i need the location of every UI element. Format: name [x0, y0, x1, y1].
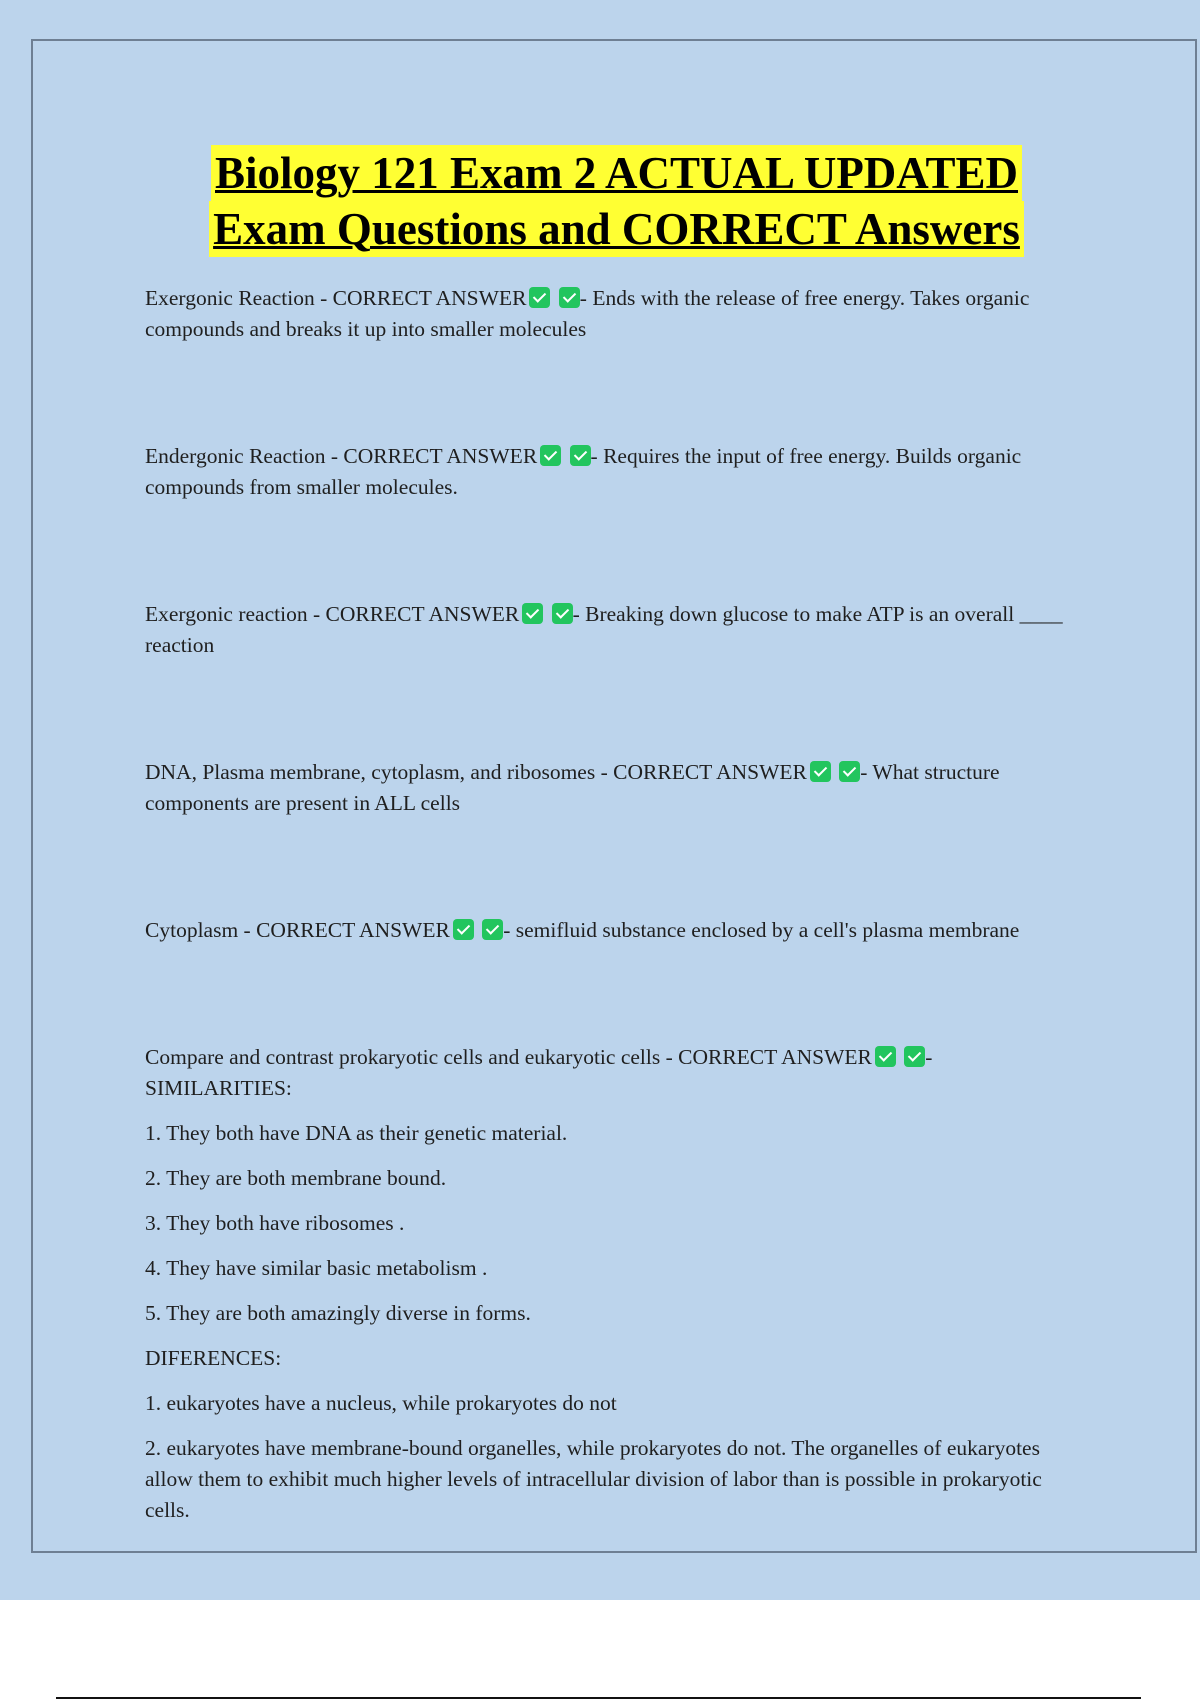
- qa-term: Exergonic reaction -: [145, 602, 326, 626]
- check-icon: [839, 761, 860, 782]
- answer-marker: CORRECT ANSWER: [332, 286, 527, 310]
- check-icon: [875, 1046, 896, 1067]
- document-title: [0, 145, 1200, 257]
- answer-marker: CORRECT ANSWER: [343, 444, 538, 468]
- answer-marker: CORRECT ANSWER: [678, 1045, 872, 1069]
- qa-term: Exergonic Reaction -: [145, 286, 333, 310]
- list-item: 1. They both have DNA as their genetic material.: [145, 1121, 568, 1145]
- check-icon: [904, 1046, 925, 1067]
- list-heading: DIFERENCES:: [145, 1346, 282, 1370]
- check-icon: [522, 603, 543, 624]
- answer-marker: CORRECT ANSWER: [256, 918, 450, 942]
- list-item: 2. They are both membrane bound.: [145, 1166, 447, 1190]
- qa-definition: - Breaking down glucose to make ATP is an overall ____ reaction: [145, 602, 1063, 657]
- comparison-list: [145, 1118, 1080, 1526]
- footer-rule: [56, 1697, 1141, 1699]
- check-icon: [570, 445, 591, 466]
- check-icon: [540, 445, 561, 466]
- list-item: 3. They both have ribosomes .: [145, 1211, 405, 1235]
- qa-item: [145, 599, 1080, 661]
- title-line-1: Biology 121 Exam 2 ACTUAL UPDATED: [211, 145, 1022, 201]
- check-icon: [482, 919, 503, 940]
- qa-definition: - SIMILARITIES:: [145, 1045, 933, 1100]
- qa-definition: - semifluid substance enclosed by a cell's plasma membrane: [503, 918, 1020, 942]
- check-icon: [559, 287, 580, 308]
- check-icon: [453, 919, 474, 940]
- qa-item: [145, 915, 1080, 946]
- qa-definition: - Ends with the release of free energy. Takes organic compounds and breaks it up into smaller molecules: [145, 286, 1030, 341]
- qa-item: [145, 1042, 1080, 1104]
- check-icon: [529, 287, 550, 308]
- title-line-2: Exam Questions and CORRECT Answers: [209, 201, 1024, 257]
- qa-item: [145, 283, 1080, 345]
- qa-item: [145, 757, 1080, 819]
- qa-term: Compare and contrast prokaryotic cells and eukaryotic cells -: [145, 1045, 679, 1069]
- answer-marker: CORRECT ANSWER: [325, 602, 520, 626]
- check-icon: [810, 761, 831, 782]
- qa-item: [145, 441, 1080, 503]
- list-item: 2. eukaryotes have membrane-bound organelles, while prokaryotes do not. The organelles of eukaryotes allow them to exhibit much higher levels of intracellular division of labor than is possible in prokaryotic cells.: [145, 1436, 1042, 1522]
- qa-term: DNA, Plasma membrane, cytoplasm, and ribosomes -: [145, 760, 614, 784]
- check-icon: [552, 603, 573, 624]
- qa-definition: - What structure components are present in ALL cells: [145, 760, 1000, 815]
- list-item: 5. They are both amazingly diverse in forms.: [145, 1301, 531, 1325]
- list-item: 1. eukaryotes have a nucleus, while prokaryotes do not: [145, 1391, 617, 1415]
- qa-term: Cytoplasm -: [145, 918, 257, 942]
- document-body: [145, 283, 1080, 1526]
- list-item: 4. They have similar basic metabolism .: [145, 1256, 488, 1280]
- answer-marker: CORRECT ANSWER: [613, 760, 807, 784]
- qa-definition: - Requires the input of free energy. Builds organic compounds from smaller molecules.: [145, 444, 1022, 499]
- qa-term: Endergonic Reaction -: [145, 444, 344, 468]
